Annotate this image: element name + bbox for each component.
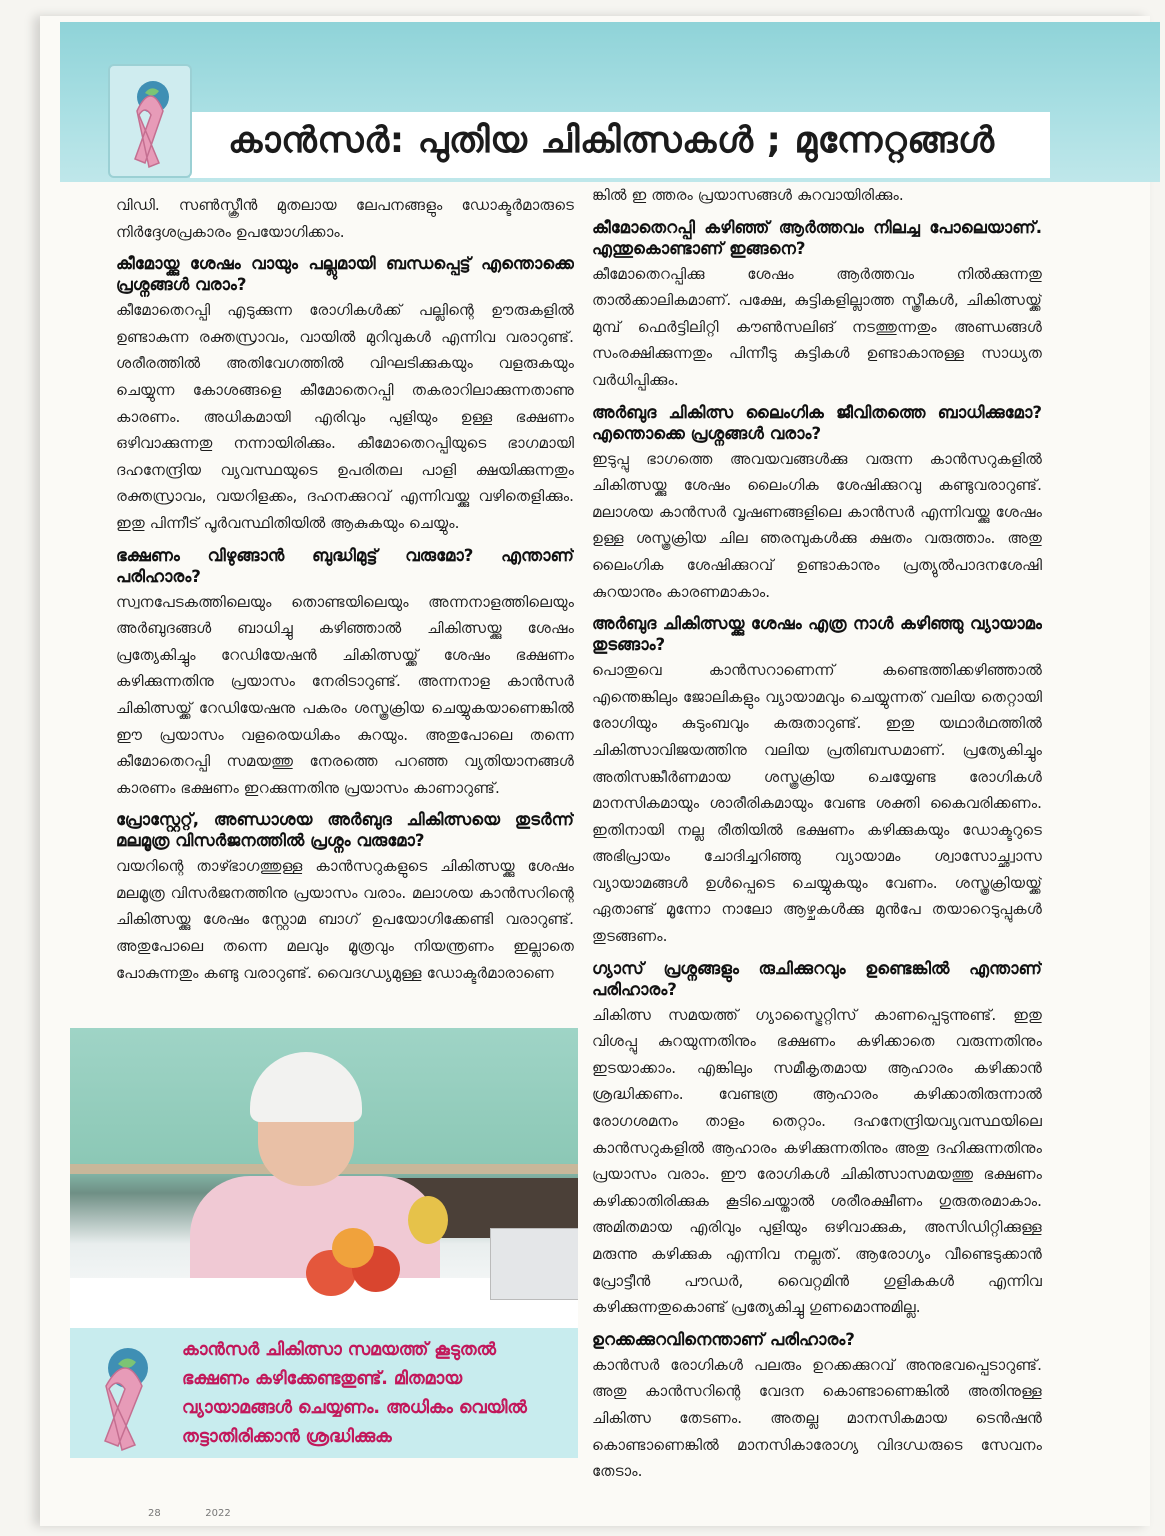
callout-text: കാൻസർ ചികിത്സാ സമയത്ത് കൂടുതൽ ഭക്ഷണം കഴിക്കേണ്ടതുണ്ട്. മിതമായ വ്യായാമങ്ങൾ ചെയ്യണം. അധികം വെയിൽ തട്ടാതിരിക്കാൻ ശ്രദ്ധിക്കുക [182, 1340, 527, 1447]
header-logo [108, 64, 192, 178]
section-heading: അർബുദ ചികിത്സയ്ക്കു ശേഷം എത്ര നാൾ കഴിഞ്ഞു വ്യായാമം തുടങ്ങാം? [592, 614, 1042, 655]
section-heading: കീമോതെറപ്പി കഴിഞ്ഞ് ആർത്തവം നിലച്ച പോലെയാണ്. എന്തുകൊണ്ടാണ് ഇങ്ങനെ? [592, 217, 1042, 258]
section-body: കീമോതെറപ്പിക്കു ശേഷം ആർത്തവം നിൽക്കുന്നതു താൽക്കാലികമാണ്. പക്ഷേ, കുട്ടികളില്ലാത്ത സ്ത്രീകൾ, ചികിത്സയ്ക്ക് മുമ്പ് ഫെർട്ടിലിറ്റി കൗൺസലിങ് നടത്തുന്നതും അണ്ഡങ്ങൾ സംരക്ഷിക്കുന്നതും പിന്നീടു കുട്ടികൾ ഉണ്ടാകാനുള്ള സാധ്യത വർധിപ്പിക്കും. [592, 264, 1042, 389]
pink-ribbon-globe-icon [115, 71, 185, 171]
right-column [592, 182, 1042, 1482]
fruit [332, 1228, 374, 1268]
page-number: 28 [148, 1508, 161, 1519]
woman-with-fruit-photo [70, 1028, 578, 1328]
left-column [116, 192, 574, 1022]
section-body: ഇടുപ്പു ഭാഗത്തെ അവയവങ്ങൾക്കു വരുന്ന കാൻസറുകളിൽ ചികിത്സയ്ക്കു ശേഷം ലൈംഗിക ശേഷിക്കുറവു കണ്ടുവരാറുണ്ട്. മലാശയ കാൻസർ വൃഷണങ്ങളിലെ കാൻസർ എന്നിവയ്ക്കു ശേഷം ഉള്ള ശസ്ത്രക്രിയ ചില ഞരമ്പുകൾക്കു ക്ഷതം വരുത്താം. അതു ലൈംഗിക ശേഷിക്കുറവ് ഉണ്ടാകാനും പ്രത്യുൽപാദനശേഷി കുറയാനും കാരണമാകാം. [592, 449, 1042, 601]
headscarf [250, 1052, 362, 1122]
left-intro: വിഡി. സൺസ്ക്രീൻ മുതലായ ലേപനങ്ങളും ഡോക്ടർമാരുടെ നിർദ്ദേശപ്രകാരം ഉപയോഗിക്കാം. [116, 196, 574, 241]
mango [408, 1196, 448, 1244]
section-heading: ഭക്ഷണം വിഴുങ്ങാൻ ബുദ്ധിമുട്ട് വരുമോ? എന്താണ് പരിഹാരം? [116, 545, 574, 586]
section-body: കീമോതെറപ്പി എടുക്കുന്ന രോഗികൾക്ക് പല്ലിന്റെ ഊരുകളിൽ ഉണ്ടാകുന്ന രക്തസ്രാവം, വായിൽ മുറിവുകൾ എന്നിവ വരാറുണ്ട്. ശരീരത്തിൽ അതിവേഗത്തിൽ വിഘടിക്കുകയും വളരുകയും ചെയ്യുന്ന കോശങ്ങളെ കീമോതെറപ്പി തകരാറിലാക്കുന്നതാണു കാരണം. അധികമായി എരിവും പുളിയും ഉള്ള ഭക്ഷണം ഒഴിവാക്കുന്നതു നന്നായിരിക്കും. കീമോതെറപ്പിയുടെ ഭാഗമായി ദഹനേന്ദ്രിയ വ്യവസ്ഥയുടെ ഉപരിതല പാളി ക്ഷയിക്കുന്നതും രക്തസ്രാവം, വയറിളക്കം, ദഹനക്കുറവ് എന്നിവയ്ക്കു വഴിതെളിക്കും. ഇതു പിന്നീട് പൂർവസ്ഥിതിയിൽ ആകുകയും ചെയ്യും. [116, 301, 574, 532]
section-heading: ഗ്യാസ് പ്രശ്നങ്ങളും രുചിക്കുറവും ഉണ്ടെങ്കിൽ എന്താണ് പരിഹാരം? [592, 958, 1042, 999]
page-footer [148, 1508, 448, 1524]
right-intro: ങ്കിൽ ഇ ത്തരം പ്രയാസങ്ങൾ കുറവായിരിക്കും. [592, 186, 904, 204]
pink-ribbon-globe-icon [76, 1334, 176, 1454]
section-heading: ഉറക്കക്കുറവിനെന്താണ് പരിഹാരം? [592, 1329, 855, 1349]
laptop [490, 1228, 578, 1300]
section-body: കാൻസർ രോഗികൾ പലരും ഉറക്കക്കുറവ് അനുഭവപ്പെടാറുണ്ട്. അതു കാൻസറിന്റെ വേദന കൊണ്ടാണെങ്കിൽ അതിനുള്ള ചികിത്സ തേടണം. അതല്ല മാനസികമായ ടെൻഷൻ കൊണ്ടാണെങ്കിൽ മാനസികാരോഗ്യ വിദഗ്ധരുടെ സേവനം തേടാം. [592, 1355, 1042, 1481]
section-heading: കീമോയ്ക്കു ശേഷം വായും പല്ലുമായി ബന്ധപ്പെട്ട് എന്തൊക്കെ പ്രശ്നങ്ങൾ വരാം? [116, 254, 574, 295]
section-body: വയറിന്റെ താഴ്ഭാഗത്തുള്ള കാൻസറുകളുടെ ചികിത്സയ്ക്കു ശേഷം മലമൂത്ര വിസർജനത്തിനു പ്രയാസം വരാം. മലാശയ കാൻസറിന്റെ ചികിത്സയ്ക്കു ശേഷം സ്റ്റോമ ബാഗ് ഉപയോഗിക്കേണ്ടി വരാറുണ്ട്. അതുപോലെ തന്നെ മലവും മൂത്രവും നിയന്ത്രണം ഇല്ലാതെ പോകുന്നതും കണ്ടു വരാറുണ്ട്. വൈദഗ്ധ്യമുള്ള ഡോക്ടർമാരാണെ [116, 857, 574, 982]
article-title: കാൻസർ: പുതിയ ചികിത്സകൾ ; മുന്നേറ്റങ്ങൾ [228, 120, 995, 161]
section-body: ചികിത്സ സമയത്ത് ഗ്യാസ്ട്രൈറ്റിസ് കാണപ്പെടുന്നുണ്ട്. ഇതു വിശപ്പു കുറയുന്നതിനും ഭക്ഷണം കഴിക്കാതെ വരുന്നതിനും ഇടയാക്കാം. എങ്കിലും സമീകൃതമായ ആഹാരം കഴിക്കാൻ ശ്രദ്ധിക്കണം. വേണ്ടത്ര ആഹാരം കഴിക്കാതിരുന്നാൽ രോഗശമനം താളം തെറ്റാം. ദഹനേന്ദ്രിയവ്യവസ്ഥയിലെ കാൻസറുകളിൽ ആഹാരം കഴിക്കുന്നതിനും അതു ദഹിക്കുന്നതിനും പ്രയാസം വരാം. ഈ രോഗികൾ ചികിത്സാസമയത്തു ഭക്ഷണം കഴിക്കാതിരിക്കുക കൂടിചെയ്താൽ ശരീരക്ഷീണം ഗുരുതരമാകാം. അമിതമായ എരിവും പുളിയും ഒഴിവാക്കുക, അസിഡിറ്റിക്കുള്ള മരുന്നു കഴിക്കുക എന്നിവ നല്ലത്. ആരോഗ്യം വീണ്ടെടുക്കാൻ പ്രോട്ടീൻ പൗഡർ, വൈറ്റമിൻ ഗുളികകൾ എന്നിവ കഴിക്കുന്നതുകൊണ്ട് പ്രത്യേകിച്ചു ഗുണമൊന്നുമില്ല. [592, 1005, 1042, 1317]
section-body: പൊതുവെ കാൻസറാണെന്ന് കണ്ടെത്തിക്കഴിഞ്ഞാൽ എന്തെങ്കിലും ജോലികളും വ്യായാമവും ചെയ്യുന്നത് വലിയ തെറ്റായി രോഗിയും കുടുംബവും കരുതാറുണ്ട്. ഇതു യഥാർഥത്തിൽ ചികിത്സാവിജയത്തിനു വലിയ പ്രതിബന്ധമാണ്. പ്രത്യേകിച്ചും അതിസങ്കീർണമായ ശസ്ത്രക്രിയ ചെയ്യേണ്ട രോഗികൾ മാനസികമായും ശാരീരികമായും വേണ്ട ശക്തി കൈവരിക്കണം. ഇതിനായി നല്ല രീതിയിൽ ഭക്ഷണം കഴിക്കുകയും ഡോക്ടറുടെ അഭിപ്രായം ചോദിച്ചറിഞ്ഞു വ്യായാമം ശ്വാസോച്ഛ്വാസ വ്യായാമങ്ങൾ ഉൾപ്പെടെ ചെയ്യുകയും വേണം. ശസ്ത്രക്രിയയ്ക്ക് ഏതാണ്ട് മൂന്നോ നാലോ ആഴ്ചകൾക്കു മുൻപേ തയാറെടുപ്പുകൾ തുടങ്ങണം. [592, 661, 1042, 946]
section-body: സ്വനപേടകത്തിലെയും തൊണ്ടയിലെയും അന്നനാളത്തിലെയും അർബുദങ്ങൾ ബാധിച്ചു കഴിഞ്ഞാൽ ചികിത്സയ്ക്കു ശേഷം പ്രത്യേകിച്ചും റേഡിയേഷൻ ചികിത്സയ്ക്ക് ശേഷം ഭക്ഷണം കഴിക്കുന്നതിനു പ്രയാസം നേരിടാറുണ്ട്. അന്നനാള കാൻസർ ചികിത്സയ്ക്ക് റേഡിയേഷനു പകരം ശസ്ത്രക്രിയ ചെയ്യുകയാണെങ്കിൽ ഈ പ്രയാസം വളരെയധികം കുറയും. അതുപോലെ തന്നെ കീമോതെറപ്പി സമയത്തു നേരത്തെ പറഞ്ഞ വ്യതിയാനങ്ങൾ കാരണം ഭക്ഷണം ഇറക്കുന്നതിനു പ്രയാസം കാണാറുണ്ട്. [116, 592, 574, 797]
footer-text: 2022 [205, 1508, 231, 1519]
section-heading: അർബുദ ചികിത്സ ലൈംഗിക ജീവിതത്തെ ബാധിക്കുമോ? എന്തൊക്കെ പ്രശ്നങ്ങൾ വരാം? [592, 402, 1042, 443]
section-heading: പ്രോസ്റ്റേറ്റ്, അണ്ഡാശയ അർബുദ ചികിത്സയെ തുടർന്ന് മലമൂത്ര വിസർജനത്തിൽ പ്രശ്നം വരുമോ? [116, 810, 574, 851]
